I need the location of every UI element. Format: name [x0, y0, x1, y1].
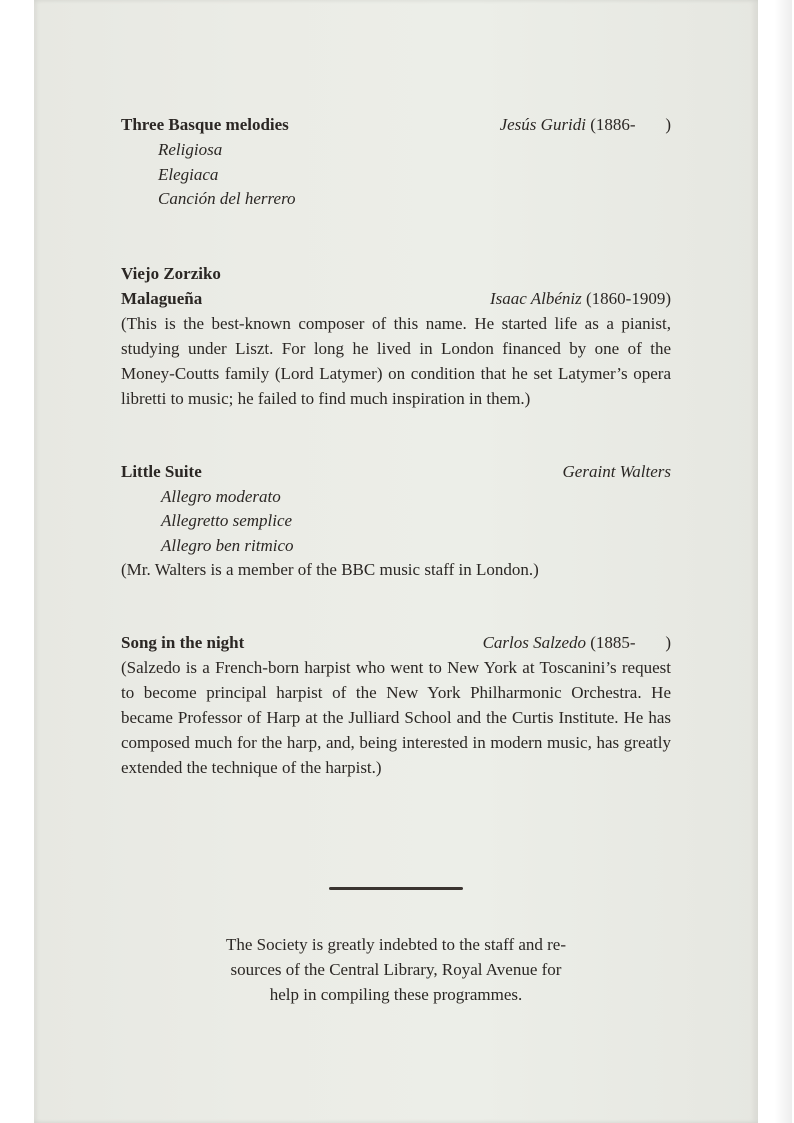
movement: Canción del herrero: [158, 189, 296, 208]
piece-note: (Mr. Walters is a member of the BBC music staff in London.): [121, 560, 539, 579]
piece-composer: [563, 459, 671, 484]
piece-title: Viejo Zorziko: [121, 263, 221, 283]
composer-name: Geraint Walters: [562, 461, 671, 481]
piece-title: Malagueña: [121, 288, 203, 308]
composer-dates: (1886- ): [590, 115, 671, 134]
section-divider: [329, 887, 463, 890]
movement: Allegretto semplice: [161, 511, 293, 530]
piece-title: Little Suite: [121, 461, 202, 481]
acknowledgement: [176, 932, 616, 1007]
piece-title: Three Basque melodies: [121, 115, 289, 134]
piece-walters: [121, 459, 671, 583]
piece-albeniz: [121, 261, 671, 411]
programme-content: [121, 112, 671, 780]
movement: Religiosa: [158, 140, 223, 159]
movement: Elegiaca: [158, 164, 219, 184]
composer-dates: (1885- ): [590, 633, 671, 652]
piece-note: (This is the best-known composer of this name. He started life as a pianist, studying under Liszt. For long he lived in London financed by one of the Money-Coutts family (Lord Latymer) on condition that he set Latymer’s opera libretti to music; he failed to find much inspiration in them.): [121, 313, 671, 408]
acknowledgement-line: help in compiling these programmes.: [269, 985, 523, 1004]
composer-name: Carlos Salzedo: [482, 633, 587, 652]
acknowledgement-line: sources of the Central Library, Royal Avenue for: [230, 960, 562, 979]
movement: Allegro moderato: [161, 486, 281, 506]
movement: Allegro ben ritmico: [161, 535, 294, 555]
composer-name: Isaac Albéniz: [490, 288, 582, 308]
piece-composer: [490, 286, 671, 311]
page-edge-shadow: [774, 0, 792, 1123]
piece-title: Song in the night: [121, 633, 245, 652]
piece-note: (Salzedo is a French-born harpist who went to New York at Toscanini’s request to become principal harpist of the New York Philharmonic Orchestra. He became Professor of Harp at the Julliard School and the Curtis Institute. He has composed much for the harp, and, being interested in modern music, has greatly extended the technique of the harpist.): [121, 658, 671, 777]
composer-dates: (1860-1909): [586, 288, 671, 308]
composer-name: Jesús Guridi: [499, 115, 587, 134]
piece-composer: [483, 630, 671, 655]
piece-guridi: [121, 112, 671, 211]
piece-salzedo: [121, 630, 671, 780]
acknowledgement-line: The Society is greatly indebted to the staff and re-: [225, 935, 567, 954]
piece-composer: [500, 112, 671, 137]
